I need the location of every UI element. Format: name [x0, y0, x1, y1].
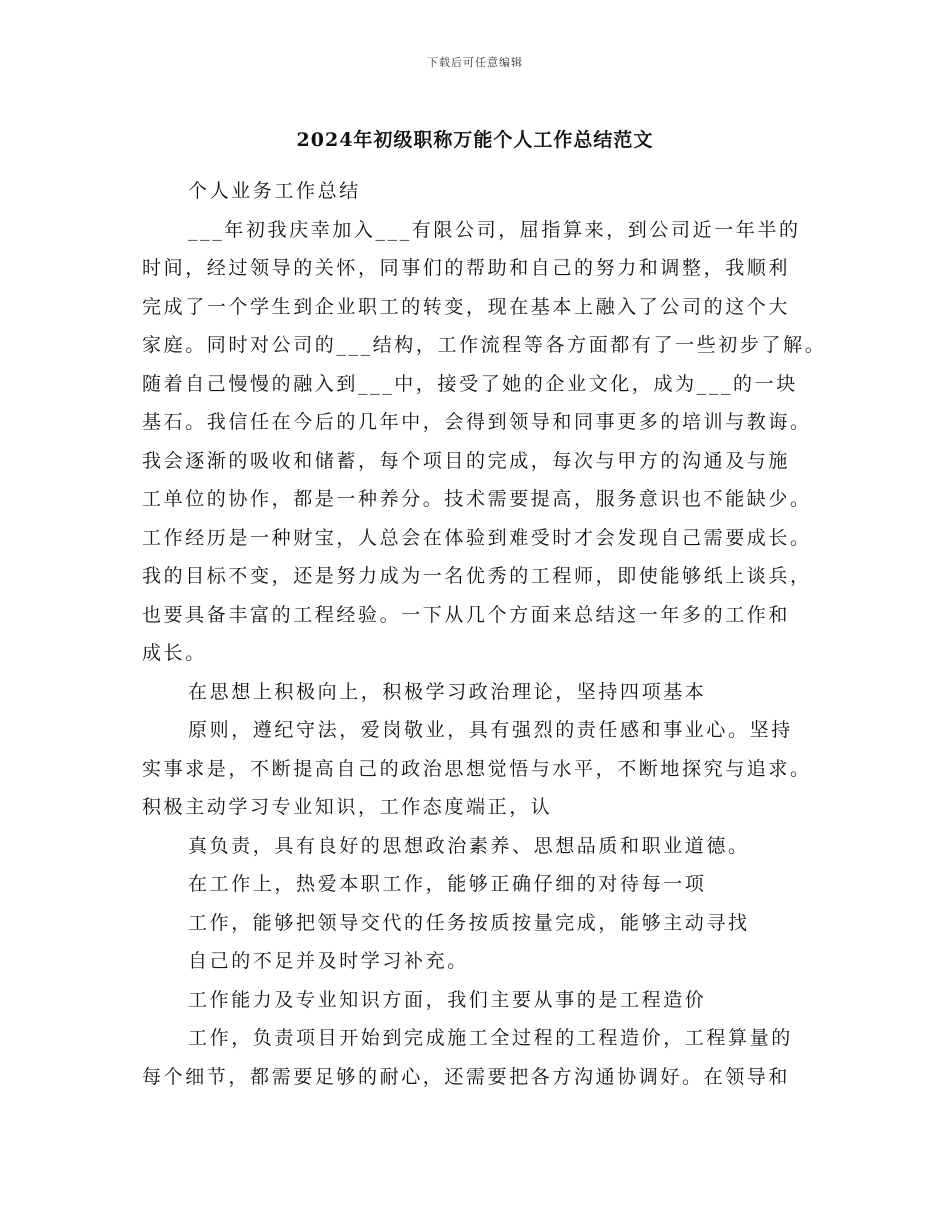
- body-line: 也要具备丰富的工程经验。一下从几个方面来总结这一年多的工作和: [142, 603, 791, 626]
- body-line: 每个细节，都需要足够的耐心，还需要把各方沟通协调好。在领导和: [142, 1065, 791, 1088]
- body-line: 随着自己慢慢的融入到___中，接受了她的企业文化，成为___的一块: [142, 372, 798, 395]
- body-line: 原则，遵纪守法，爱岗敬业，具有强烈的责任感和事业心。坚持: [188, 719, 793, 741]
- body-line: 完成了一个学生到企业职工的转变，现在基本上融入了公司的这个大: [142, 295, 791, 318]
- body-line: 积极主动学习专业知识，工作态度端正，认: [142, 796, 553, 818]
- body-line: 工作经历是一种财宝，人总会在体验到难受时才会发现自己需要成长。: [142, 526, 812, 549]
- body-line: 真负责，具有良好的思想政治素养、思想品质和职业道德。: [188, 834, 750, 857]
- body-line: 个人业务工作总结: [188, 180, 361, 202]
- body-line: 我会逐渐的吸收和储蓄，每个项目的完成，每次与甲方的沟通及与施: [142, 449, 791, 472]
- body-line: 在工作上，热爱本职工作，能够正确仔细的对待每一项: [188, 873, 707, 895]
- body-line: 成长。: [142, 642, 207, 664]
- body-line: 实事求是，不断提高自己的政治思想觉悟与水平，不断地探究与追求。: [142, 757, 812, 780]
- document-body: [142, 172, 827, 1096]
- header-note: 下载后可任意编辑: [427, 56, 523, 69]
- body-line: 工作，能够把领导交代的任务按质按量完成，能够主动寻找: [188, 911, 750, 934]
- body-line: 基石。我信任在今后的几年中，会得到领导和同事更多的培训与教诲。: [142, 411, 812, 433]
- body-line: 自己的不足并及时学习补充。: [188, 950, 469, 972]
- document-title: 2024年初级职称万能个人工作总结范文: [296, 129, 654, 151]
- body-line: 工作能力及专业知识方面，我们主要从事的是工程造价: [188, 988, 707, 1011]
- body-line: 时间，经过领导的关怀，同事们的帮助和自己的努力和调整，我顺利: [142, 257, 791, 279]
- body-line: ___年初我庆幸加入___有限公司，屈指算来，到公司近一年半的: [188, 218, 801, 241]
- body-line: 工单位的协作，都是一种养分。技术需要提高，服务意识也不能缺少。: [142, 488, 812, 510]
- body-line: 我的目标不变，还是努力成为一名优秀的工程师，即使能够纸上谈兵，: [142, 565, 812, 587]
- body-line: 工作，负责项目开始到完成施工全过程的工程造价，工程算量的: [188, 1027, 793, 1049]
- body-line: 家庭。同时对公司的___结构，工作流程等各方面都有了一些初步了解。: [142, 334, 827, 356]
- body-line: 在思想上积极向上，积极学习政治理论，坚持四项基本: [188, 680, 707, 703]
